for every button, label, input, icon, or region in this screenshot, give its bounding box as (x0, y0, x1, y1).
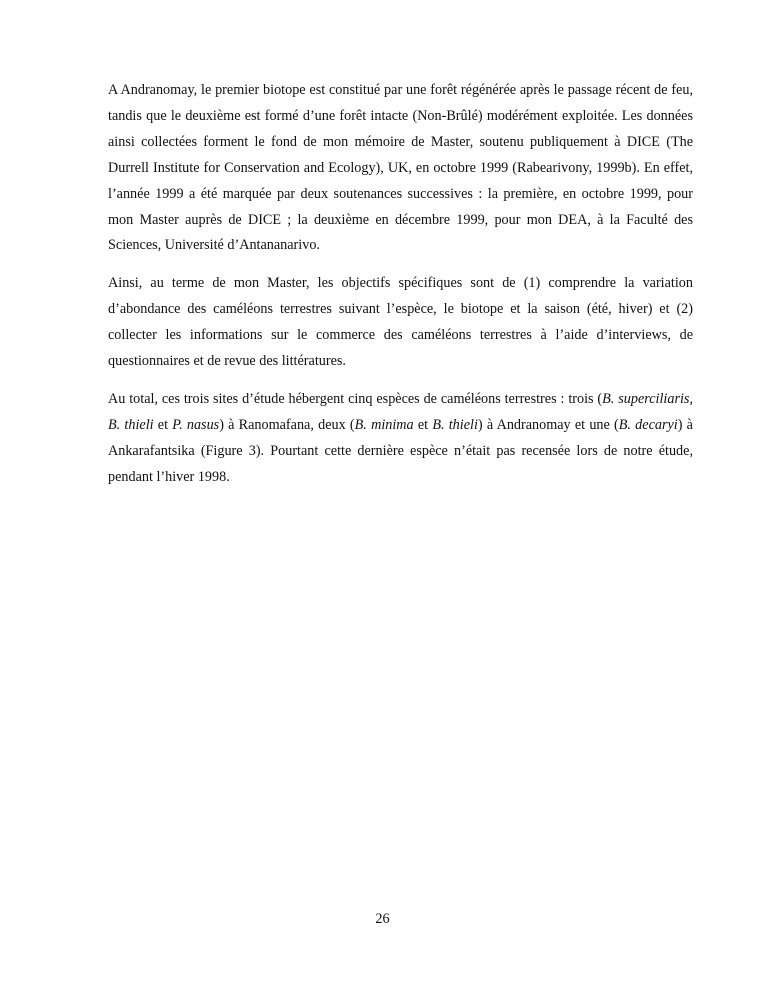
species-name: B. thieli (108, 416, 154, 433)
paragraph-3-text: ) à Ranomafana, deux ( (219, 416, 355, 433)
paragraph-2 (108, 271, 693, 375)
paragraph-3-text: ) à Andranomay et une ( (477, 416, 619, 433)
paragraph-3-text: Au total, ces trois sites d’étude hébergent cinq espèces de caméléons terrestres : trois ( (108, 390, 603, 407)
species-name: B. decaryi (618, 416, 678, 433)
paragraph-3-text: et (153, 416, 173, 433)
species-name: B. superciliaris (602, 390, 690, 407)
paragraph-3 (108, 387, 693, 491)
species-name: P. nasus (172, 416, 220, 433)
paragraph-2-text: Ainsi, au terme de mon Master, les objectifs spécifiques sont de (1) comprendre la variation d’abondance des caméléons terrestres suivant l’espèce, le biotope et la saison (été, hiver) et (2) collecter les informations sur le commerce des caméléons terrestres à l’aide d’interviews, de questionnaires et de revue des littératures. (108, 275, 693, 370)
paragraph-1 (108, 78, 693, 259)
page-body (108, 78, 693, 503)
paragraph-3-text: ) à Ankarafantsika (Figure 3). Pourtant cette dernière espèce n’était pas recensée lors de notre étude, pendant l’hiver 1998. (108, 416, 693, 485)
paragraph-3-text: , (689, 390, 693, 407)
paragraph-3-text: et (413, 416, 433, 433)
species-name: B. minima (354, 416, 414, 433)
species-name: B. thieli (432, 416, 478, 433)
paragraph-1-text: A Andranomay, le premier biotope est constitué par une forêt régénérée après le passage récent de feu, tandis que le deuxième est formé d’une forêt intacte (Non-Brûlé) modérément exploitée. Les données ainsi collectées forment le fond de mon mémoire de Master, soutenu publiquement à DICE (The Durrell Institute for Conservation and Ecology), UK, en octobre 1999 (Rabearivony, 1999b). En effet, l’année 1999 a été marquée par deux soutenances successives : la première, en octobre 1999, pour mon Master auprès de DICE ; la deuxième en décembre 1999, pour mon DEA, à la Faculté des Sciences, Université d’Antananarivo. (108, 82, 693, 254)
page-number: 26 (375, 911, 390, 927)
